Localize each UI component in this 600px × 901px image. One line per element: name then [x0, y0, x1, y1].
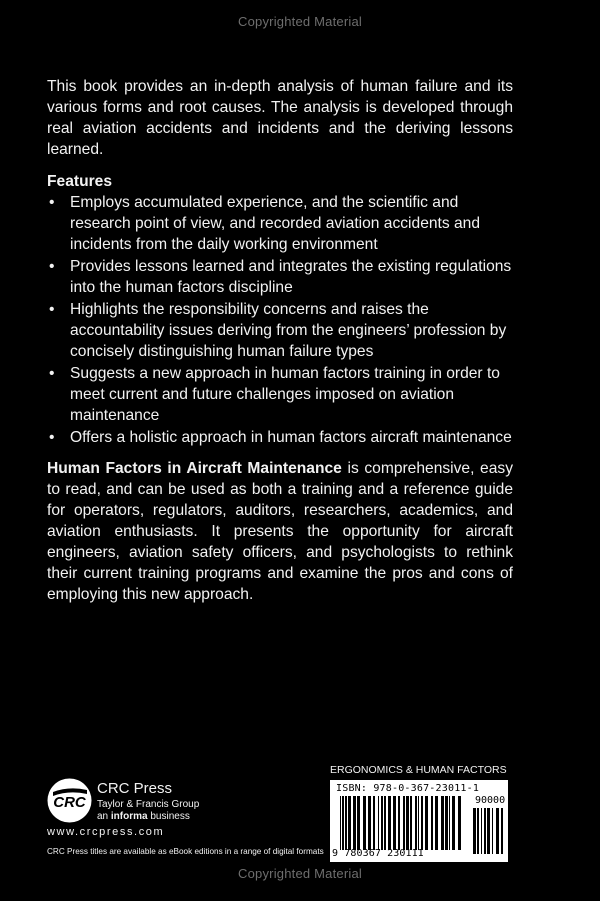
feature-item: [47, 363, 513, 426]
feature-text: Provides lessons learned and integrates the existing regulations into the human factors discipline: [70, 258, 512, 296]
logo-text: CRC: [53, 794, 86, 811]
intro-paragraph: This book provides an in-depth analysis of human failure and its various forms and root causes. The analysis is developed through real aviation accidents and incidents and the deriving lessons learned.: [47, 78, 513, 158]
barcode: [330, 780, 508, 862]
bullet-icon: •: [49, 194, 55, 211]
ebook-note: CRC Press titles are available as eBook editions in a range of digital formats: [47, 847, 324, 856]
bullet-icon: •: [49, 258, 55, 275]
watermark-top: Copyrighted Material: [238, 14, 362, 29]
feature-text: Offers a holistic approach in human factors aircraft maintenance: [70, 429, 512, 446]
feature-text: Suggests a new approach in human factors training in order to meet current and future challenges imposed on aviation maintenance: [70, 365, 500, 424]
publisher-info: [97, 780, 199, 823]
book-title: Human Factors in Aircraft Maintenance: [47, 460, 342, 477]
publisher-name: CRC Press: [97, 780, 173, 797]
feature-text: Highlights the responsibility concerns and raises the accountability issues deriving from the engineers’ profession by concisely distinguishing human failure types: [70, 301, 507, 360]
barcode-bars: [340, 796, 462, 850]
feature-item: [47, 192, 513, 255]
bullet-icon: •: [49, 365, 55, 382]
feature-item: [47, 256, 513, 298]
features-list: [47, 192, 513, 448]
bullet-icon: •: [49, 429, 55, 446]
bullet-icon: •: [49, 301, 55, 318]
back-cover-text: [47, 76, 513, 605]
feature-item: [47, 299, 513, 362]
watermark-bottom: Copyrighted Material: [238, 866, 362, 881]
category-label: ERGONOMICS & HUMAN FACTORS: [330, 764, 507, 776]
feature-text: Employs accumulated experience, and the scientific and research point of view, and recorded aviation accidents and incidents from the daily working environment: [70, 194, 481, 253]
informa-line: an informa business: [97, 811, 190, 822]
publisher-group: Taylor & Francis Group: [97, 799, 200, 810]
barcode-digits: 9 780367 230111: [332, 848, 424, 859]
isbn-label: ISBN: 978-0-367-23011-1: [336, 783, 480, 794]
feature-item: [47, 427, 513, 448]
summary-paragraph: [47, 458, 513, 605]
summary-text: is comprehensive, easy to read, and can be used as both a training and a reference guide for operators, regulators, auditors, researchers, academics, and aviation enthusiasts. It presents the opportunity for aircraft engineers, aviation safety officers, and psychologists to rethink their current training programs and examine the pros and cons of employing this new approach.: [47, 460, 513, 603]
publisher-url[interactable]: www.crcpress.com: [47, 826, 165, 838]
crc-logo-icon: [47, 778, 92, 823]
barcode-addon-bars: [473, 808, 505, 854]
features-heading: Features: [47, 173, 113, 190]
barcode-addon-digits: 90000: [475, 795, 506, 806]
